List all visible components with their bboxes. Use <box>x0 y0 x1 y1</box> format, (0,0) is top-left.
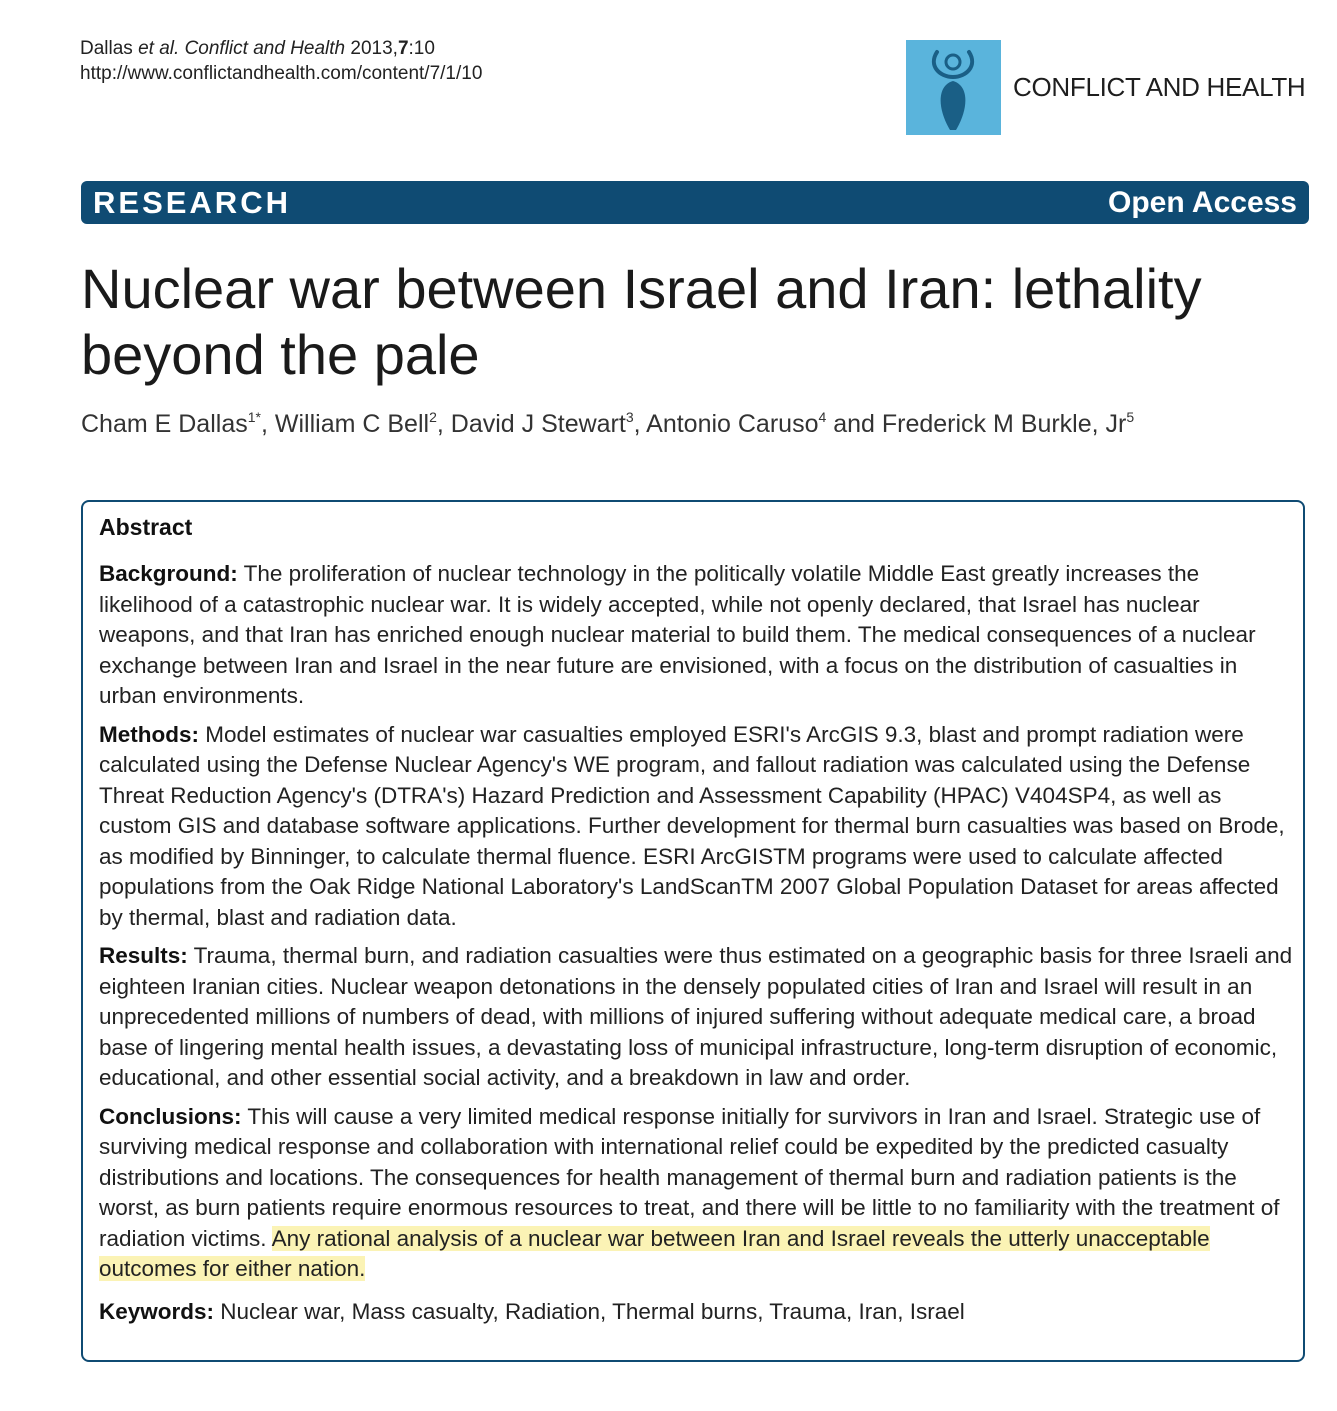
abstract-conclusions <box>99 1102 1294 1285</box>
citation-year: 2013, <box>350 38 398 59</box>
article-url[interactable]: http://www.conflictandhealth.com/content/7/1/10 <box>80 63 483 84</box>
abstract-heading: Abstract <box>99 514 193 540</box>
results-label: Results: <box>99 943 188 968</box>
author-separator: , <box>260 410 275 438</box>
citation-block <box>80 36 482 86</box>
author-affiliation: 4 <box>818 409 827 425</box>
journal-name: CONFLICT AND HEALTH <box>1013 72 1306 102</box>
author-separator: , <box>633 410 647 438</box>
abstract-box <box>81 500 1305 1362</box>
citation-line <box>80 36 482 61</box>
author-name: David J Stewart <box>450 410 626 438</box>
author-affiliation: 5 <box>1126 409 1135 425</box>
author-affiliation: 2 <box>429 409 437 425</box>
article-title <box>81 256 1301 388</box>
citation-volume: 7 <box>397 38 409 59</box>
author-name: Frederick M Burkle, Jr <box>881 410 1127 438</box>
results-text: Trauma, thermal burn, and radiation casualties were thus estimated on a geographic basis for three Israeli and eighteen Iranian cities. Nuclear weapon detonations in the densely populated cities of Iran and Israel will result in an unprecedented millions of numbers of dead, with millions of injured suffering without adequate medical care, a broad base of lingering mental health issues, a devastating loss of municipal infrastructure, long-term disruption of economic, educational, and other essential social activity, and a breakdown in law and order. <box>99 943 1293 1090</box>
citation-issue: :10 <box>408 38 435 59</box>
section-label: RESEARCH <box>93 185 291 220</box>
keywords-label: Keywords: <box>99 1298 215 1324</box>
abstract-body <box>99 559 1294 1335</box>
human-figure-icon <box>906 40 1001 135</box>
conclusions-text: This will cause a very limited medical response initially for survivors in Iran and Israel. Strategic use of surviving medical response and collaboration with international relief could be expedited by the predicted casualty distributions and locations. The consequences for health management of thermal burn and radiation patients is the worst, as burn patients require enormous resources to treat, and there will be little to no familiarity with the treatment of radiation victims. <box>99 1103 1280 1251</box>
citation-journal: Conflict and Health <box>184 38 346 59</box>
methods-text: Model estimates of nuclear war casualties employed ESRI's ArcGIS 9.3, blast and prompt radiation were calculated using the Defense Nuclear Agency's WE program, and fallout radiation was calculated using the Defense Threat Reduction Agency's (DTRA's) Hazard Prediction and Assessment Capability (HPAC) V404SP4, as well as custom GIS and database software applications. Further development for thermal burn casualties was based on Brode, as modified by Binninger, to calculate thermal fluence. ESRI ArcGISTM programs were used to calculate affected populations from the Oak Ridge National Laboratory's LandScanTM 2007 Global Population Dataset for areas affected by thermal, blast and radiation data. <box>99 721 1285 930</box>
journal-logo <box>906 40 1001 135</box>
title-line-2: beyond the pale <box>81 323 480 386</box>
citation-etal: et al. <box>138 38 180 59</box>
author-separator: and <box>826 410 882 438</box>
author-affiliation: 3 <box>625 409 634 425</box>
author-affiliation: 1* <box>247 409 261 425</box>
author-name: William C Bell <box>274 410 430 438</box>
author-separator: , <box>436 410 451 438</box>
methods-label: Methods: <box>99 721 199 747</box>
article-type-banner <box>81 181 1309 224</box>
open-access-label: Open Access <box>1108 186 1297 219</box>
abstract-keywords <box>99 1297 1294 1328</box>
abstract-results <box>99 941 1294 1094</box>
author-name: Cham E Dallas <box>81 410 248 438</box>
highlighted-sentence: Any rational analysis of a nuclear war between Iran and Israel reveals the utterly unacceptable outcomes for either nation. <box>99 1225 1210 1281</box>
title-line-1: Nuclear war between Israel and Iran: lethality <box>81 257 1202 320</box>
background-text: The proliferation of nuclear technology in the politically volatile Middle East greatly increases the likelihood of a catastrophic nuclear war. It is widely accepted, while not openly declared, that Israel has nuclear weapons, and that Iran has enriched enough nuclear material to build them. The medical consequences of a nuclear exchange between Iran and Israel in the near future are envisioned, with a focus on the distribution of casualties in urban environments. <box>99 561 1256 708</box>
conclusions-label: Conclusions: <box>99 1103 242 1129</box>
abstract-background <box>99 559 1294 712</box>
author-name: Antonio Caruso <box>646 410 819 438</box>
abstract-methods <box>99 720 1294 934</box>
citation-author: Dallas <box>80 38 133 59</box>
author-list <box>81 410 1134 439</box>
keywords-text: Nuclear war, Mass casualty, Radiation, Thermal burns, Trauma, Iran, Israel <box>220 1298 965 1324</box>
background-label: Background: <box>99 561 238 586</box>
